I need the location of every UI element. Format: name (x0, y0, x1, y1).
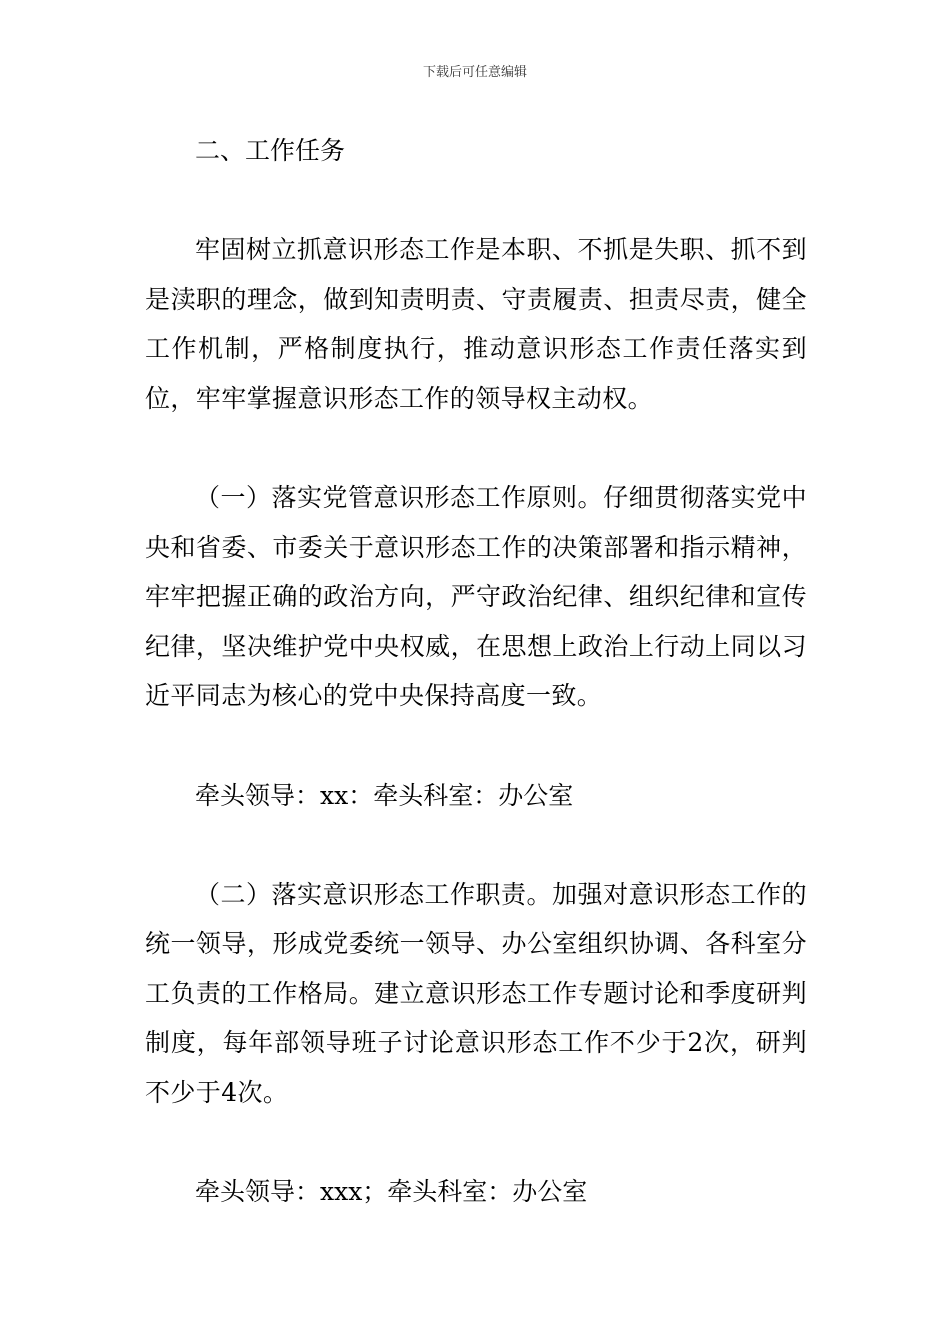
header-note: 下载后可任意编辑 (422, 65, 527, 80)
section-title: 二、工作任务 (195, 136, 346, 165)
item-two-paragraph: （二）落实意识形态工作职责。加强对意识形态工作的统一领导，形成党委统一领导、办公室组织协调、各科室分工负责的工作格局。建立意识形态工作专题讨论和季度研判制度，每年部领导班子讨论意识形态工作不少于2次，研判不少于4次。 (145, 879, 807, 1107)
intro-paragraph: 牢固树立抓意识形态工作是本职、不抓是失职、抓不到是渎职的理念，做到知责明责、守责履责、担责尽责，健全工作机制，严格制度执行，推动意识形态工作责任落实到位，牢牢掌握意识形态工作的领导权主动权。 (145, 235, 807, 413)
item-two-lead: 牵头领导：xxx；牵头科室：办公室 (195, 1177, 588, 1206)
document-body (145, 126, 807, 1266)
item-one-lead: 牵头领导：xx：牵头科室：办公室 (195, 780, 574, 810)
item-one-paragraph: （一）落实党管意识形态工作原则。仔细贯彻落实党中央和省委、市委关于意识形态工作的决策部署和指示精神，牢牢把握正确的政治方向，严守政治纪律、组织纪律和宣传纪律，坚决维护党中央权威，在思想上政治上行动上同以习近平同志为核心的党中央保持高度一致。 (145, 483, 807, 710)
